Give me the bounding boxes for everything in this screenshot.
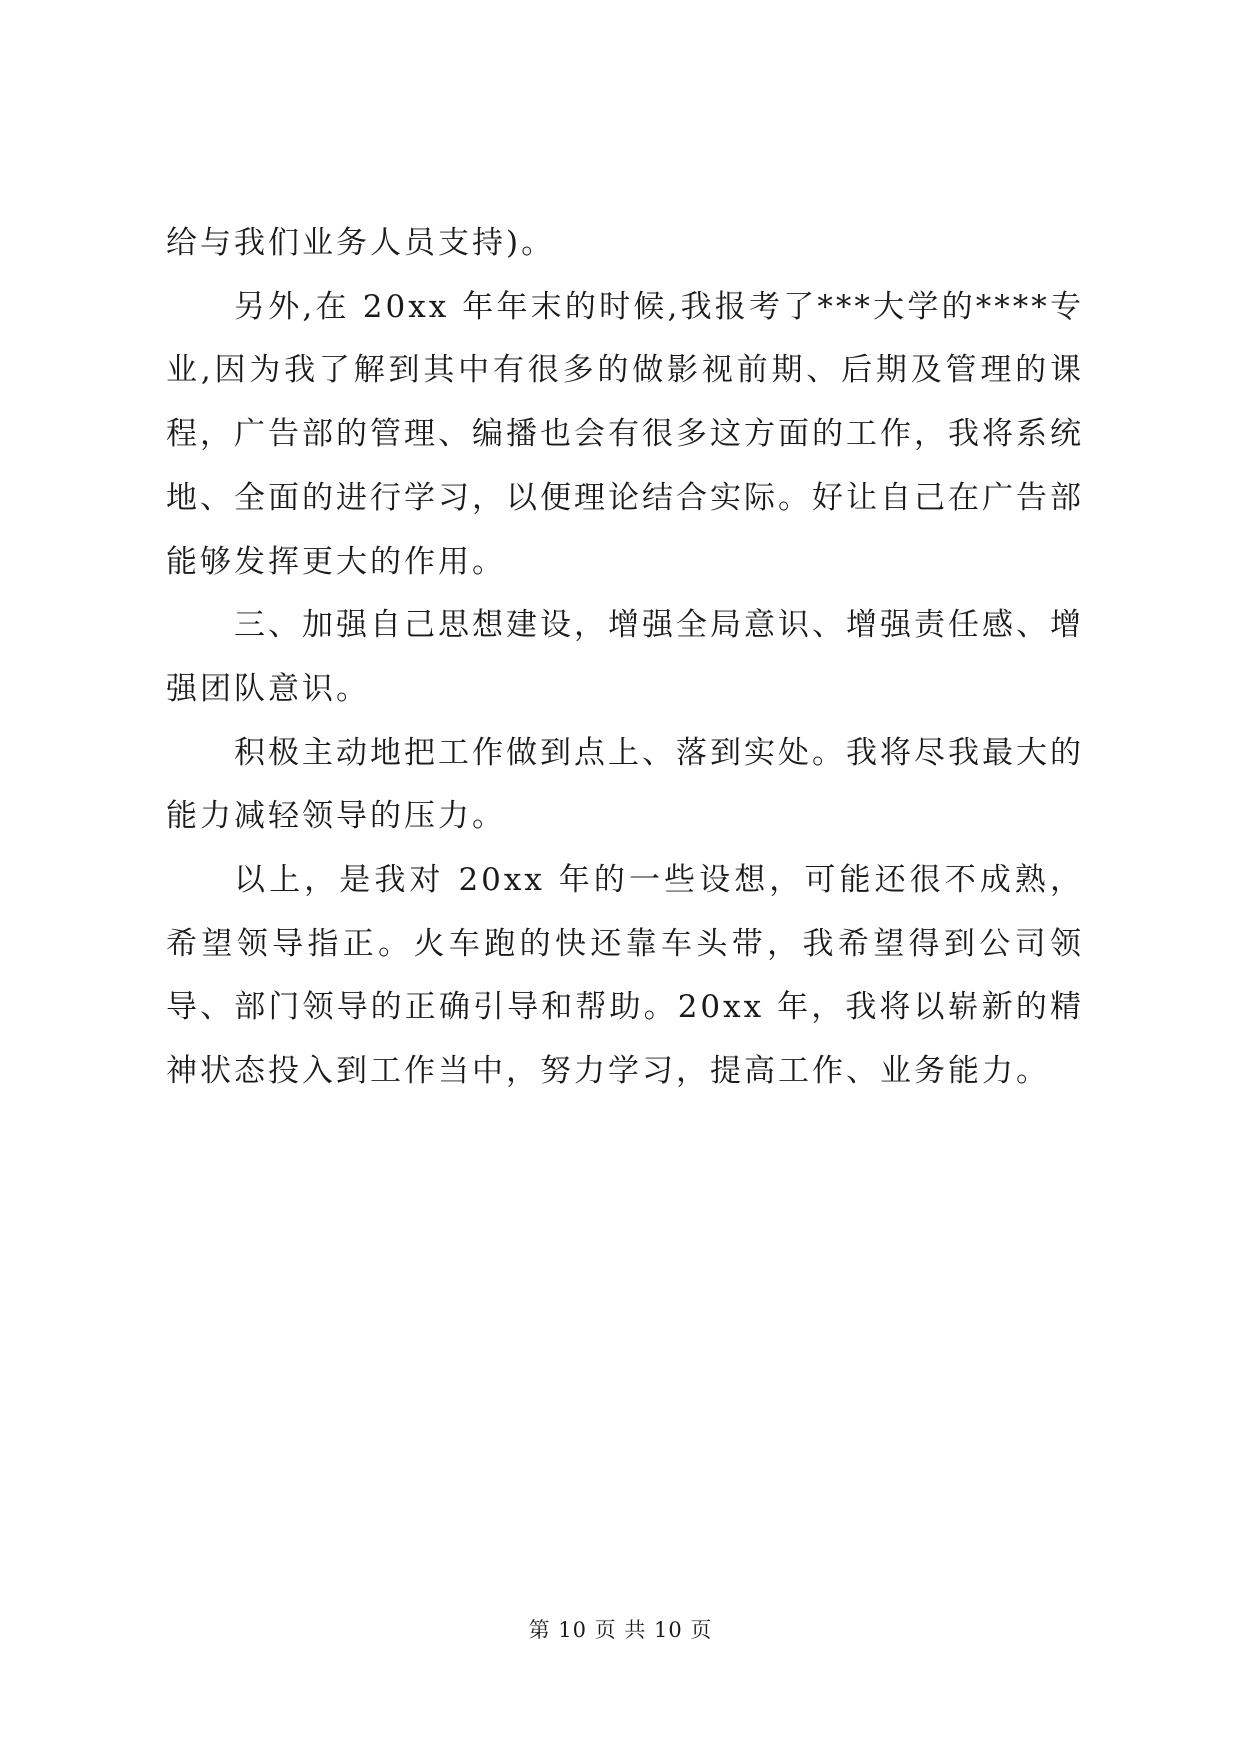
paragraph: 积极主动地把工作做到点上、落到实处。我将尽我最大的能力减轻领导的压力。	[166, 734, 1084, 835]
page-number-footer: 第 10 页 共 10 页	[528, 1618, 713, 1642]
paragraph: 以上，是我对 20xx 年的一些设想，可能还很不成熟，希望领导指正。火车跑的快还靠车头带，我希望得到公司领导、部门领导的正确引导和帮助。20xx 年，我将以崭新的精神状态投入到工作当中，努力学习，提高工作、业务能力。	[166, 862, 1084, 1090]
paragraph: 另外,在 20xx 年年末的时候,我报考了***大学的****专业,因为我了解到其中有很多的做影视前期、后期及管理的课程，广告部的管理、编播也会有很多这方面的工作，我将系统地、全面的进行学习，以便理论结合实际。好让自己在广告部能够发挥更大的作用。	[166, 288, 1084, 580]
paragraph: 三、加强自己思想建设，增强全局意识、增强责任感、增强团队意识。	[166, 607, 1084, 707]
document-body	[166, 212, 1084, 1104]
paragraph: 给与我们业务人员支持)。	[166, 225, 556, 261]
